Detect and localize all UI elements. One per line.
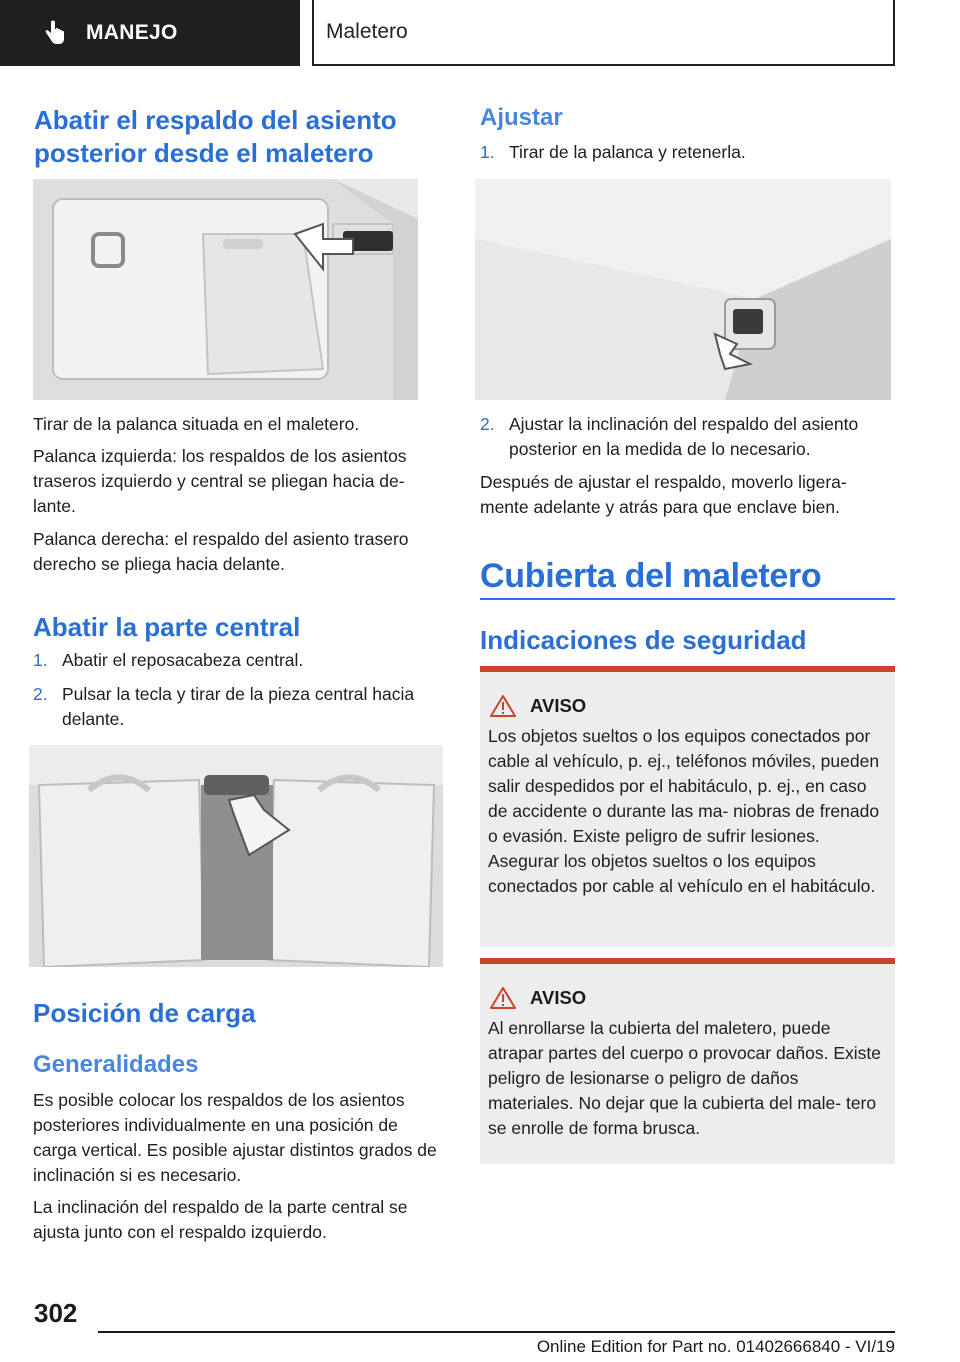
step-text: Tirar de la palanca y retenerla. <box>509 142 746 162</box>
footer-edition: Online Edition for Part no. 01402666840 - VI/19 <box>536 1337 895 1356</box>
paragraph-generalidades: Es posible colocar los respaldos de los asientos posteriores individualmente en una posición de carga vertical. Es posible ajustar distintos grados de inclinación si es necesario. <box>33 1090 437 1185</box>
paragraph-palanca-derecha: Palanca derecha: el respaldo del asiento trasero derecho se pliega hacia delante. <box>33 529 409 574</box>
warning-label: AVISO <box>530 987 587 1008</box>
section-tab <box>0 0 300 66</box>
heading-ajustar: Ajustar <box>480 104 563 131</box>
list-item <box>480 140 895 165</box>
heading-abatir-central: Abatir la parte central <box>33 612 301 642</box>
paragraph-tirar-palanca: Tirar de la palanca situada en el maletero. <box>33 414 360 434</box>
list-item <box>480 412 895 462</box>
list-item <box>33 648 438 673</box>
heading-posicion-carga: Posición de carga <box>33 998 256 1028</box>
step-text: Pulsar la tecla y tirar de la pieza central hacia delante. <box>62 684 415 729</box>
warning-label: AVISO <box>530 695 587 716</box>
footer-divider <box>98 1331 895 1333</box>
rear-seat-center-illustration <box>29 745 443 967</box>
warning-header <box>490 694 887 718</box>
warning-triangle-icon <box>490 986 516 1010</box>
heading-divider <box>480 598 895 600</box>
step-text: Ajustar la inclinación del respaldo del asiento posterior en la medida de lo necesario. <box>509 414 859 459</box>
step-number: 1. <box>480 142 495 162</box>
list-item <box>33 682 438 732</box>
step-number: 2. <box>33 684 48 704</box>
step-text: Abatir el reposacabeza central. <box>62 650 304 670</box>
subheading-generalidades: Generalidades <box>33 1051 199 1078</box>
paragraph-palanca-izquierda: Palanca izquierda: los respaldos de los asientos traseros izquierdo y central se pliegan hacia de‐ lante. <box>33 446 407 516</box>
trunk-lever-illustration <box>33 179 418 400</box>
warning-box <box>480 666 895 947</box>
page-number: 302 <box>34 1298 78 1328</box>
chapter-tab <box>312 0 895 66</box>
warning-triangle-icon <box>490 694 516 718</box>
adjust-lever-illustration <box>475 179 891 400</box>
warning-box <box>480 958 895 1164</box>
heading-abatir-respaldo: Abatir el respaldo del asiento posterior desde el maletero <box>34 105 397 168</box>
section-label: MANEJO <box>86 21 178 44</box>
warning-header <box>490 986 887 1010</box>
warning-text: Al enrollarse la cubierta del maletero, puede atrapar partes del cuerpo o provocar daños. Existe peligro de lesionarse o peligro de daños materiales. No dejar que la cubierta del male‐ tero se enrolle de forma brusca. <box>488 1018 881 1138</box>
step-number: 2. <box>480 414 495 434</box>
heading-cubierta-maletero: Cubierta del maletero <box>480 557 822 595</box>
paragraph-inclinacion: La inclinación del respaldo de la parte central se ajusta junto con el respaldo izquierdo. <box>33 1197 408 1242</box>
paragraph-despues-ajustar: Después de ajustar el respaldo, moverlo ligera‐ mente adelante y atrás para que enclave bien. <box>480 472 847 517</box>
hand-pointer-icon <box>40 19 68 47</box>
warning-text: Los objetos sueltos o los equipos conectados por cable al vehículo, p. ej., teléfonos móviles, pueden salir despedidos por el habitáculo, p. ej., en caso de accidente o durante las ma‐ niobras de frenado o evasión. Existe peligro de sufrir lesiones. Asegurar los objetos sueltos o los equipos conectados por cable al vehículo en el habitáculo. <box>488 726 880 896</box>
chapter-label: Maletero <box>326 20 408 43</box>
step-number: 1. <box>33 650 48 670</box>
heading-indicaciones-seguridad: Indicaciones de seguridad <box>480 625 807 655</box>
